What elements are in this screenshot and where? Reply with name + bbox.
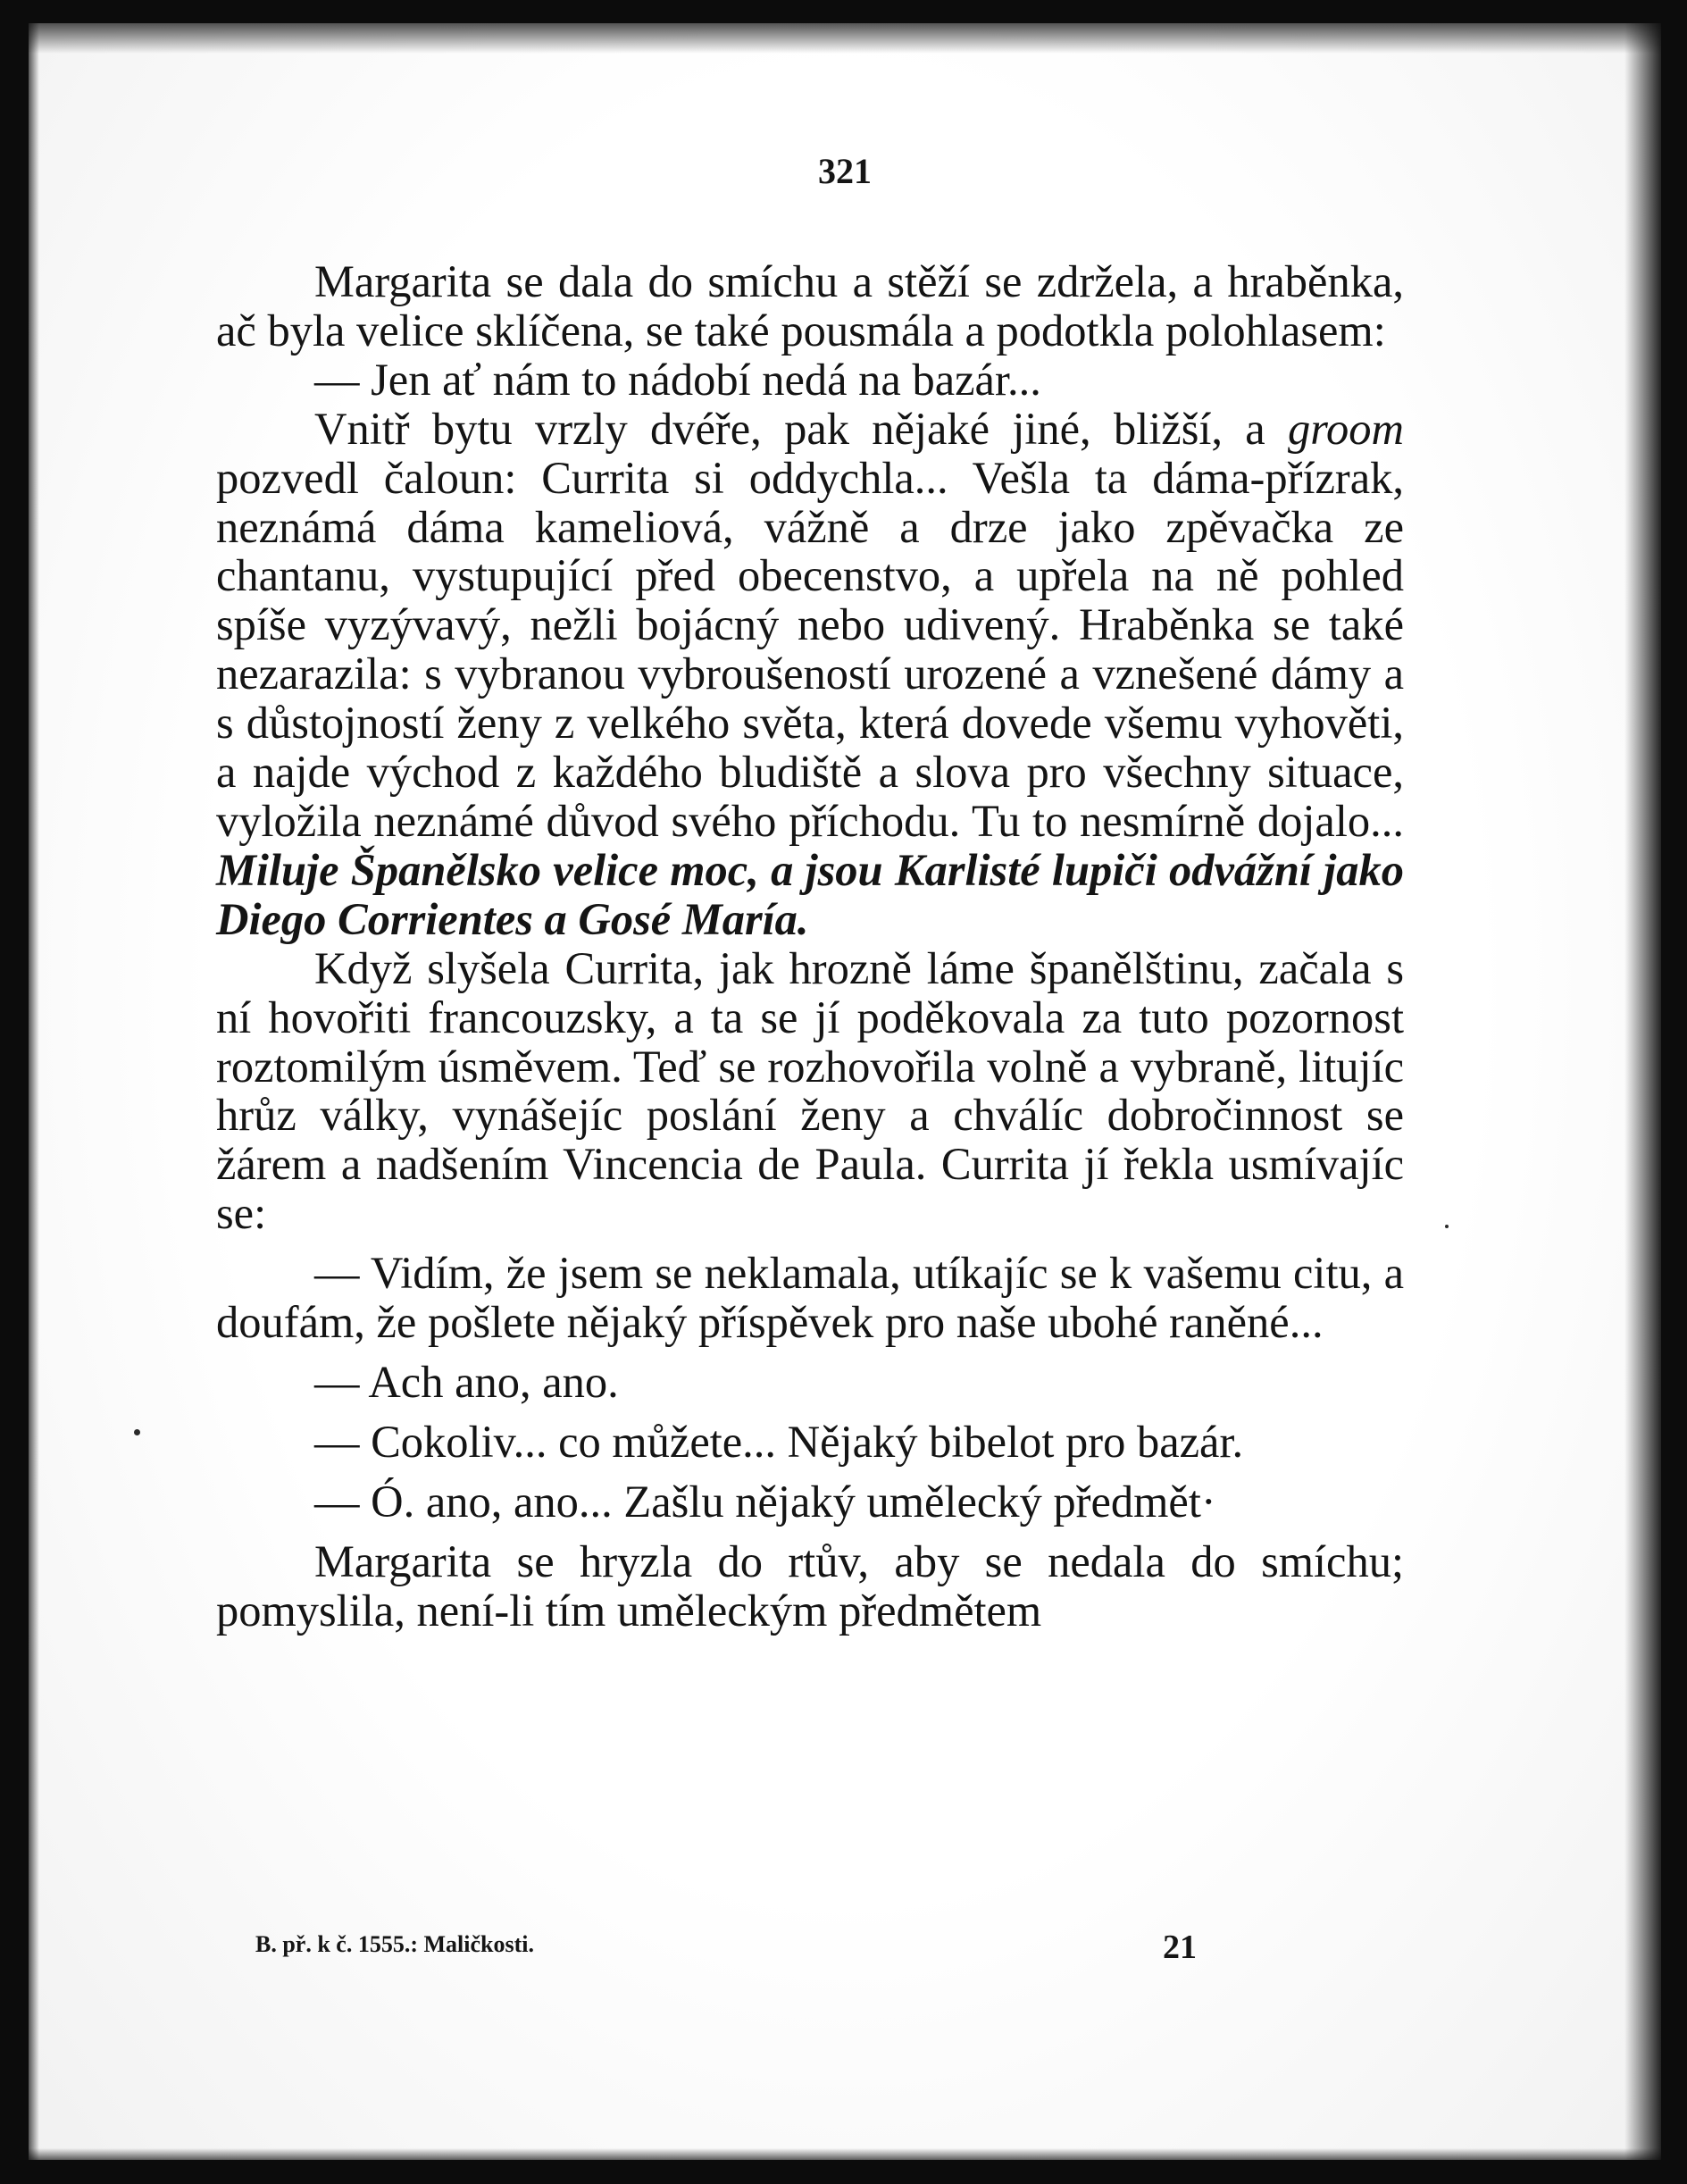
paragraph [216,944,1404,1238]
bold-italic-passage: Miluje Španělsko velice moc, a jsou Karlisté lupiči odvážní jako Diego Corrientes a Gosé María. [216,844,1404,944]
paragraph [216,356,1404,405]
paragraph [216,1477,1404,1527]
paragraph [216,257,1404,356]
paragraph-text: — Jen ať nám to nádobí nedá na bazár... [314,354,1041,405]
paragraph [216,1418,1404,1467]
sheet-number: 21 [1163,1929,1197,1966]
paragraph [216,1249,1404,1347]
scan-border-bottom [0,2148,1687,2184]
scan-border-right [1624,0,1687,2184]
scan-border-left [0,0,39,2184]
page-number: 321 [818,151,872,191]
paragraph-text: — Ach ano, ano. [314,1356,619,1407]
scan-speck [1445,1225,1449,1228]
paragraph-text: — Ó. ano, ano... Zašlu nějaký umělecký předmět· [314,1476,1216,1527]
paragraph-text: Vnitř bytu vrzly dvéře, pak nějaké jiné, bližší, a [314,403,1288,454]
page-body [216,257,1404,1635]
paragraph-text: Margarita se hryzla do rtův, aby se nedala do smíchu; pomyslila, není-li tím uměleckým předmětem [216,1535,1404,1636]
paragraph-text: — Vidím, že jsem se neklamala, utíkajíc se k vašemu citu, a doufám, že pošlete nějaký příspěvek pro naše ubohé raněné... [216,1248,1404,1348]
signature-mark: B. př. k č. 1555.: Maličkosti. [255,1931,534,1957]
paragraph-text: — Cokoliv... co můžete... Nějaký bibelot pro bazár. [314,1416,1244,1467]
book-page [29,23,1661,2160]
scan-speck [134,1429,140,1435]
paragraph [216,405,1404,944]
paragraph-text: pozvedl čaloun: Currita si oddychla... Vešla ta dáma-přízrak, neznámá dáma kameliová, vážně a drze jako zpěvačka ze chantanu, vystupující před obecenstvo, a upřela na ně pohled spíše vyzývavý, nežli bojácný nebo udivený. Hraběnka se také nezarazila: s vybranou vybroušeností urozené a vznešené dámy a s důstojností ženy z velkého světa, která dovede všemu vyhověti, a najde východ z každého bludiště a slova pro všechny situace, vyložila neznámé důvod svého příchodu. Tu to nesmírně dojalo... [216,452,1404,846]
italic-word: groom [1288,403,1404,454]
paragraph [216,1537,1404,1636]
paragraph-text: Když slyšela Currita, jak hrozně láme španělštinu, začala s ní hovořiti francouzsky, a ta se jí poděkovala za tuto pozornost roztomilým úsměvem. Teď se rozhovořila volně a vybraně, litujíc hrůz války, vynášejíc poslání ženy a chválíc dobročinnost se žárem a nadšením Vincencia de Paula. Currita jí řekla usmívajíc se: [216,942,1404,1239]
paragraph-text: Margarita se dala do smíchu a stěží se zdržela, a hraběnka, ač byla velice sklíčena, se také pousmála a podotkla polohlasem: [216,256,1404,356]
scan-border-top [0,0,1687,54]
paragraph [216,1358,1404,1407]
